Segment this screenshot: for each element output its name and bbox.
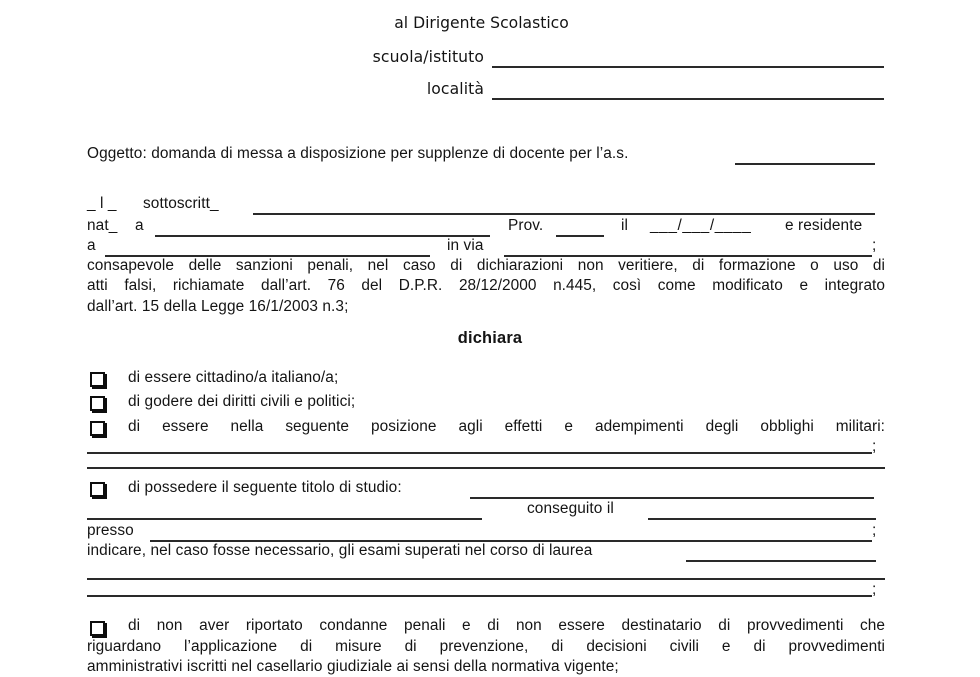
- undersigned-name-rule[interactable]: [253, 213, 875, 215]
- military-position-rule-2[interactable]: [87, 467, 885, 469]
- born-label: nat_: [87, 217, 118, 234]
- military-position-semicolon: ;: [872, 438, 877, 455]
- declaration-criminal-line-3: amministrativi iscritti nel casellario giudiziale ai sensi della normativa vigente;: [87, 658, 619, 675]
- study-title-rule-2[interactable]: [87, 518, 482, 520]
- subject-line: Oggetto: domanda di messa a disposizione per supplenze di docente per l’a.s.: [87, 145, 629, 162]
- awareness-line-2: atti falsi, richiamate dall’art. 76 del D.P.R. 28/12/2000 n.445, così come modificato e integrato: [87, 277, 885, 294]
- province-rule[interactable]: [556, 235, 604, 237]
- awareness-line-1: consapevole delle sanzioni penali, nel caso di dichiarazioni non veritiere, di formazione o uso di: [87, 257, 885, 274]
- birthplace-rule[interactable]: [155, 235, 490, 237]
- military-position-rule[interactable]: [87, 452, 872, 454]
- addressee-line: al Dirigente Scolastico: [394, 14, 569, 32]
- obtained-on-label: conseguito il: [527, 500, 614, 517]
- declaration-criminal-line-3-clipped: [87, 657, 885, 675]
- declaration-criminal-line-2: riguardano l’applicazione di misure di prevenzione, di decisioni civili e di provvedimenti: [87, 638, 885, 655]
- exams-rule-3[interactable]: [87, 595, 872, 597]
- exams-rule-1[interactable]: [686, 560, 876, 562]
- awareness-line-3: dall’art. 15 della Legge 16/1/2003 n.3;: [87, 298, 349, 315]
- declaration-criminal-line-1: di non aver riportato condanne penali e di non essere destinatario di provvedimenti che: [128, 617, 885, 634]
- institution-label: presso: [87, 522, 134, 539]
- undersigned-label: sottoscritt_: [143, 195, 219, 212]
- exams-note: indicare, nel caso fosse necessario, gli esami superati nel corso di laurea: [87, 542, 593, 559]
- birthdate-blanks[interactable]: ___/___/____: [650, 217, 752, 234]
- checkbox-military-obligations[interactable]: [90, 421, 105, 436]
- school-field-rule[interactable]: [492, 66, 884, 68]
- province-label: Prov.: [508, 217, 544, 234]
- birthdate-label: il: [621, 217, 629, 234]
- undersigned-prefix: _ l _: [87, 195, 117, 212]
- checkbox-civil-rights[interactable]: [90, 396, 105, 411]
- street-label: in via: [447, 237, 484, 254]
- declaration-heading: dichiara: [457, 329, 523, 347]
- obtained-date-rule[interactable]: [648, 518, 876, 520]
- street-line-semicolon: ;: [872, 237, 877, 254]
- checkbox-no-criminal-record[interactable]: [90, 621, 105, 636]
- locality-field-rule[interactable]: [492, 98, 884, 100]
- locality-label: località: [426, 80, 484, 98]
- declaration-citizenship-label: di essere cittadino/a italiano/a;: [128, 369, 339, 386]
- resident-in-label: a: [87, 237, 96, 254]
- born-in-label: a: [135, 217, 144, 234]
- subject-year-rule[interactable]: [735, 163, 875, 165]
- declaration-military-label: di essere nella seguente posizione agli effetti e adempimenti degli obblighi militari:: [128, 418, 885, 435]
- declaration-civil-rights-label: di godere dei diritti civili e politici;: [128, 393, 356, 410]
- checkbox-study-title[interactable]: [90, 482, 105, 497]
- checkbox-citizenship[interactable]: [90, 372, 105, 387]
- school-label: scuola/istituto: [372, 48, 484, 66]
- exams-semicolon: ;: [872, 581, 877, 598]
- declaration-study-title-label: di possedere il seguente titolo di studio:: [128, 479, 402, 496]
- exams-rule-2[interactable]: [87, 578, 885, 580]
- resident-label: e residente: [785, 217, 863, 234]
- institution-semicolon: ;: [872, 522, 877, 539]
